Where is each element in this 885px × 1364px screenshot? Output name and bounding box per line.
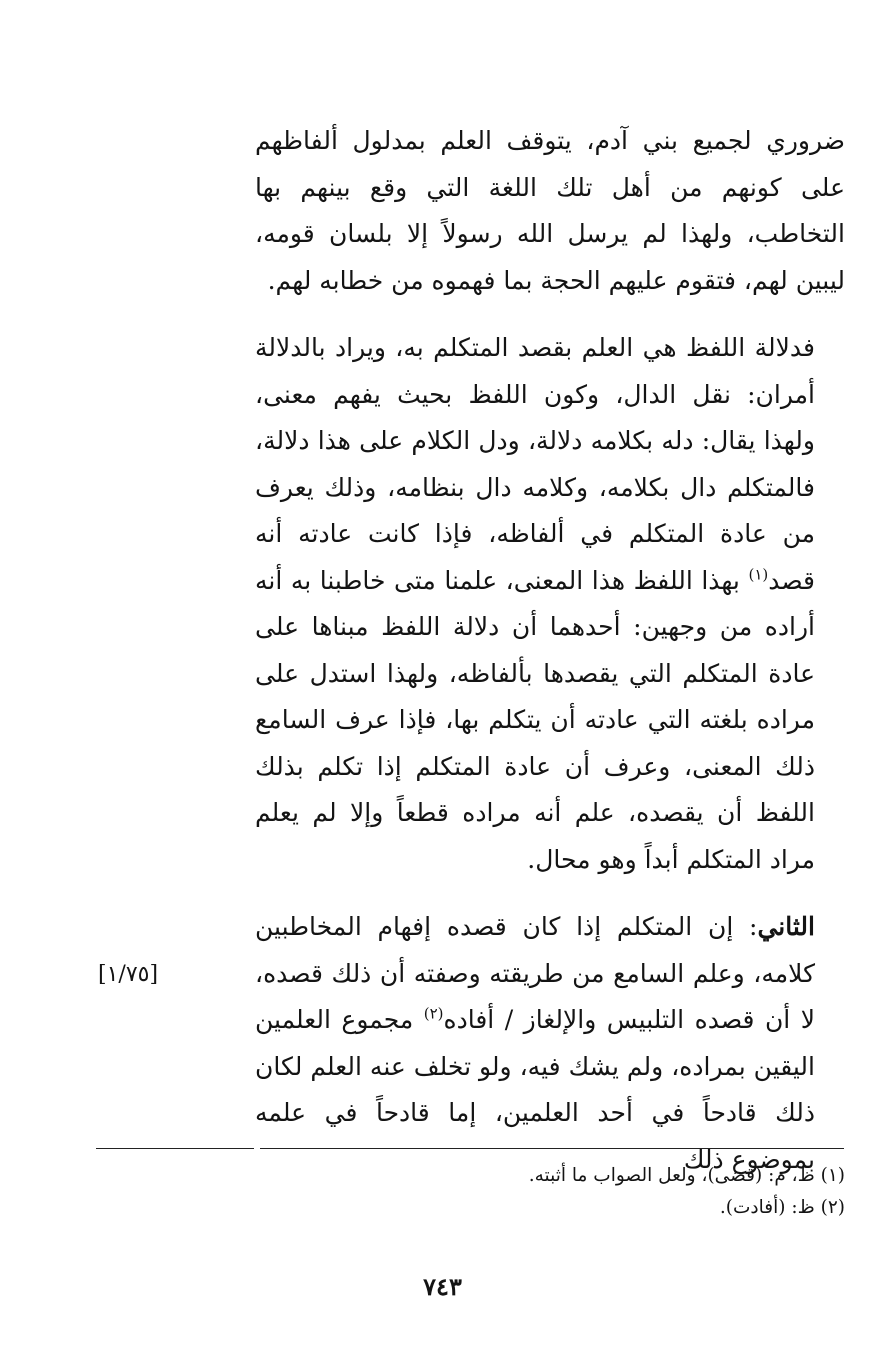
- paragraph-3-lead: الثاني: [757, 912, 815, 941]
- footnote-marker-2: (٢): [423, 1004, 444, 1023]
- footnote-divider: [96, 1148, 844, 1149]
- page-number: ٧٤٣: [423, 1272, 462, 1301]
- paragraph-1-text: ضروري لجميع بني آدم، يتوقف العلم بمدلول ألفاظهم على كونهم من أهل تلك اللغة التي وقع بينهم بها التخاطب، ولهذا لم يرسل الله رسولاً إلا بلسان قومه، ليبين لهم، فتقوم عليهم الحجة بما فهموه من خطابه لهم.: [255, 126, 845, 295]
- paragraph-2-text-b: بهذا اللفظ هذا المعنى، علمنا متى خاطبنا به أنه أراده من وجهين: أحدهما أن دلالة اللفظ مبناها على عادة المتكلم التي يقصدها بألفاظه، ولهذا استدل على مراده بلغته التي عادته أن يتكلم بها، فإذا عرف السامع ذلك المعنى، وعرف أن عادة المتكلم إذا تكلم بذلك اللفظ أن يقصده، علم أنه مراده قطعاً وإلا لم يعلم مراد المتكلم أبداً وهو محال.: [255, 565, 815, 874]
- margin-manuscript-reference: [١/٧٥]: [98, 962, 159, 987]
- footnote-2: (٢) ظ: (أفادت).: [719, 1197, 845, 1218]
- paragraph-1: [255, 118, 845, 304]
- paragraph-3-text-a: : إن المتكلم إذا كان قصده إفهام المخاطبين كلامه، وعلم السامع من طريقته وصفته أن ذلك قصده، لا أن قصده التلبيس والإلغاز / أفاده: [255, 912, 815, 1034]
- paragraph-3: [255, 904, 845, 1183]
- footnotes: [255, 1160, 845, 1224]
- main-text: [255, 118, 845, 1183]
- footnote-divider-gap: [254, 1146, 260, 1152]
- footnote-1: (١) ظ، م: (قضى)، ولعل الصواب ما أثبته.: [528, 1165, 845, 1186]
- footnote-marker-1: (١): [748, 565, 769, 584]
- paragraph-2-text-a: فدلالة اللفظ هي العلم بقصد المتكلم به، ويراد بالدلالة أمران: نقل الدال، وكون اللفظ بحيث يفهم معنى، ولهذا يقال: دله بكلامه دلالة، ودل الكلام على هذا دلالة، فالمتكلم دال بكلامه، وكلامه دال بنظامه، وذلك يعرف من عادة المتكلم في ألفاظه، فإذا كانت عادته أنه قصد: [255, 333, 815, 595]
- paragraph-3-text-b: مجموع العلمين اليقين بمراده، ولم يشك فيه، ولو تخلف عنه العلم لكان ذلك قادحاً في أحد العلمين، إما قادحاً في علمه بموضوع ذلك: [255, 1005, 815, 1174]
- paragraph-2: [255, 325, 845, 883]
